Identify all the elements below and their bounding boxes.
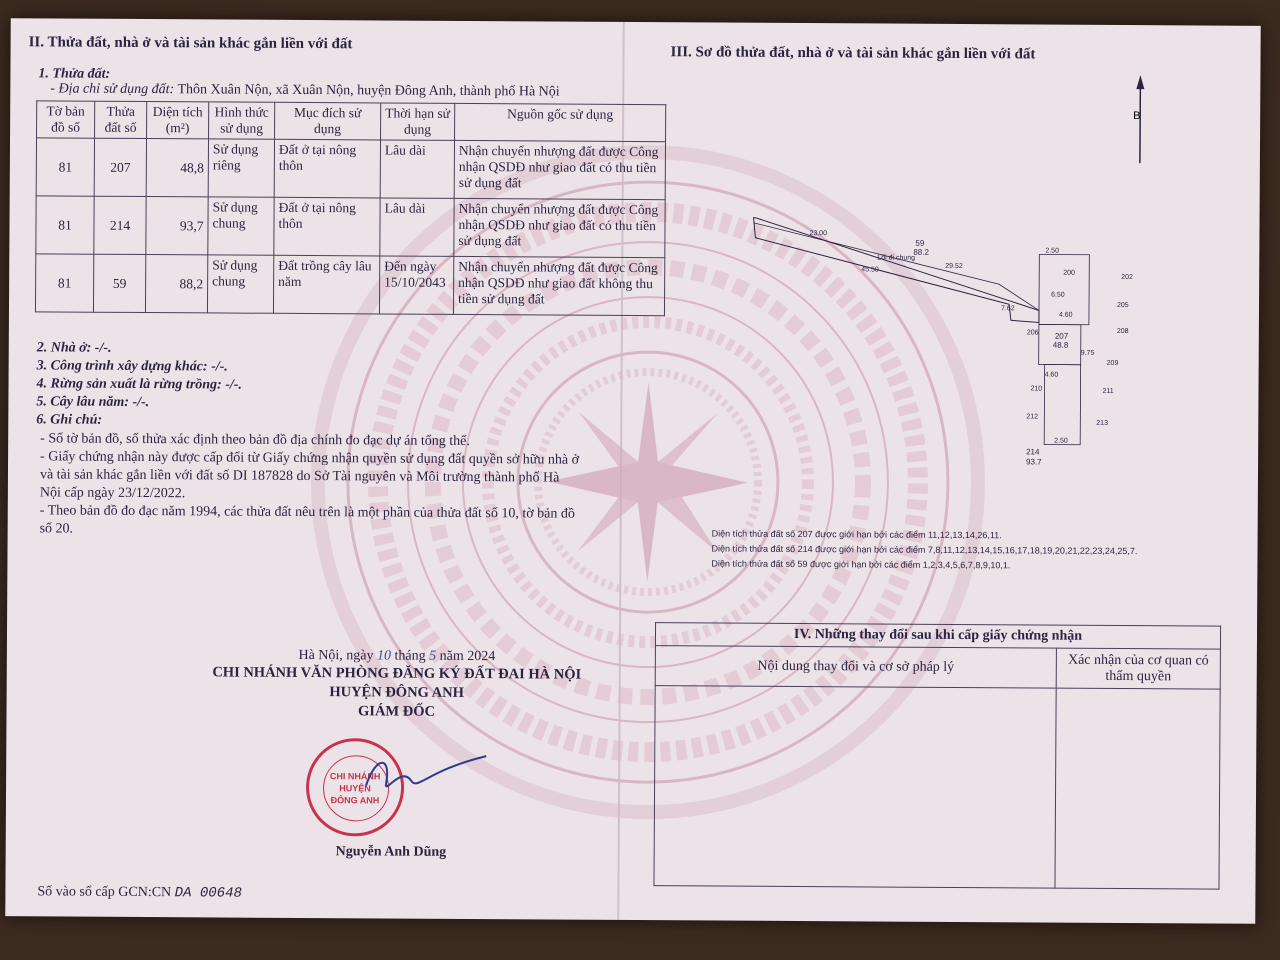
cell-parcel: 214 bbox=[94, 196, 146, 254]
cell-map: 81 bbox=[35, 254, 93, 312]
signer-name: Nguyễn Anh Dũng bbox=[335, 844, 447, 860]
neighbor-lot: 200 bbox=[1063, 269, 1075, 277]
lot-area: 93.7 bbox=[1026, 457, 1042, 467]
address-label: - Địa chỉ sử dụng đất: bbox=[50, 81, 175, 98]
cell-area: 88,2 bbox=[145, 255, 207, 313]
neighbor-lot: 205 bbox=[1116, 301, 1129, 310]
cell-origin: Nhận chuyển nhượng đất được Công nhận QSDĐ như giao đất có thu tiền sử dụng đất bbox=[454, 198, 665, 257]
col-parcel: Thửa đất số bbox=[95, 101, 147, 138]
neighbor-lot: 206 bbox=[1026, 329, 1039, 337]
notes-label: 6. Ghi chú: bbox=[36, 412, 103, 428]
year-label: năm 2024 bbox=[439, 648, 496, 665]
registry-label: Số vào sổ cấp GCN:CN bbox=[37, 884, 172, 901]
dim-label: 4.60 bbox=[1058, 311, 1073, 319]
cell-parcel: 207 bbox=[94, 138, 146, 196]
stamp-line2: HUYỆN bbox=[339, 783, 371, 794]
cell-form: Sử dụng chung bbox=[208, 197, 274, 255]
perennial-line: 5. Cây lâu năm: -/-. bbox=[36, 394, 150, 411]
cell-purpose: Đất ở tại nông thôn bbox=[274, 139, 380, 198]
cell-purpose: Đất trồng cây lâu năm bbox=[273, 255, 379, 314]
org-line1: CHI NHÁNH VĂN PHÒNG ĐĂNG KÝ ĐẤT ĐAI HÀ NỘI bbox=[212, 664, 582, 683]
month-label: tháng bbox=[394, 648, 426, 664]
forest-line: 4. Rừng sản xuất là rừng trồng: -/-. bbox=[36, 376, 243, 393]
cell-form: Sử dụng riêng bbox=[208, 139, 274, 197]
cell-origin: Nhận chuyển nhượng đất được Công nhận QSDĐ như giao đất không thu tiền sử dụng đất bbox=[453, 256, 664, 315]
table-row bbox=[35, 254, 664, 316]
notes-list bbox=[40, 430, 581, 541]
land-table bbox=[35, 100, 666, 316]
neighbor-lot: 208 bbox=[1116, 327, 1129, 336]
area-notes bbox=[711, 526, 1137, 574]
land-table-header bbox=[37, 101, 666, 142]
changes-content-cell bbox=[654, 686, 1056, 888]
col-term: Thời hạn sử dụng bbox=[381, 103, 455, 140]
changes-table bbox=[653, 622, 1221, 889]
dim-label: 29.52 bbox=[945, 262, 963, 271]
cell-term: Đến ngày 15/10/2043 bbox=[379, 256, 453, 314]
neighbor-lot: 209 bbox=[1106, 359, 1119, 367]
org-line2: HUYỆN ĐÔNG ANH bbox=[329, 684, 464, 701]
dim-label: 9.75 bbox=[1080, 349, 1095, 357]
neighbor-lot: 213 bbox=[1096, 419, 1109, 427]
certificate-page bbox=[5, 18, 1260, 924]
parcel-sketch bbox=[708, 72, 1230, 475]
road-label: Lối đi chung bbox=[877, 254, 916, 262]
section3-title: III. Sơ đồ thửa đất, nhà ở và tài sản khác gắn liền với đất bbox=[670, 44, 1036, 63]
note-item: - Theo bản đồ đo đạc năm 1994, các thửa đất nêu trên là một phần của thửa đất số 10, tờ bản đồ số 20. bbox=[39, 503, 575, 537]
changes-col-confirm: Xác nhận của cơ quan có thẩm quyền bbox=[1056, 648, 1220, 689]
col-form: Hình thức sử dụng bbox=[209, 102, 275, 139]
area-note: Diện tích thửa đất số 214 được giới hạn bởi các điểm 7,8,11,12,13,14,15,16,17,18,19,20,21,22,23,24,25,7. bbox=[711, 543, 1138, 557]
cell-form: Sử dụng chung bbox=[207, 255, 273, 313]
lot-id: 207 bbox=[1054, 331, 1069, 341]
registry-number bbox=[37, 884, 242, 901]
land-label: 1. Thửa đất: bbox=[38, 66, 111, 82]
signature-block bbox=[196, 647, 596, 722]
changes-col-content: Nội dung thay đổi và cơ sở pháp lý bbox=[655, 646, 1056, 688]
table-row bbox=[36, 196, 665, 258]
note-item: - Số tờ bản đồ, số thửa xác định theo bản đồ địa chính đo đạc dự án tổng thể. bbox=[40, 431, 470, 450]
area-note: Diện tích thửa đất số 207 được giới hạn bởi các điểm 11,12,13,14,26,11. bbox=[711, 528, 1002, 541]
col-origin: Nguồn gốc sử dụng bbox=[455, 103, 666, 141]
cell-map: 81 bbox=[36, 196, 94, 254]
dim-label: 7.62 bbox=[1000, 305, 1015, 313]
date-day: 10 bbox=[376, 648, 392, 664]
cell-area: 48,8 bbox=[146, 139, 208, 197]
north-arrow bbox=[1133, 75, 1145, 163]
dim-label: 6.50 bbox=[1051, 291, 1065, 299]
cell-origin: Nhận chuyển nhượng đất được Công nhận QSDĐ như giao đất có thu tiền sử dụng đất bbox=[454, 140, 665, 199]
table-row bbox=[36, 138, 665, 200]
house-line: 2. Nhà ở: -/-. bbox=[36, 340, 112, 356]
section4-title: IV. Những thay đổi sau khi cấp giấy chứng nhận bbox=[655, 623, 1220, 649]
cell-area: 93,7 bbox=[146, 197, 208, 255]
neighbor-lot: 210 bbox=[1030, 385, 1043, 393]
role: GIÁM ĐỐC bbox=[358, 703, 436, 720]
section2-title: II. Thửa đất, nhà ở và tài sản khác gắn liền với đất bbox=[28, 34, 353, 53]
lot-area: 88.2 bbox=[913, 247, 929, 257]
dim-label: 4.60 bbox=[1044, 371, 1059, 379]
changes-confirm-cell bbox=[1055, 688, 1220, 889]
date-month: 5 bbox=[429, 648, 437, 664]
lot-area: 48.8 bbox=[1052, 340, 1069, 350]
address-value: Thôn Xuân Nộn, xã Xuân Nộn, huyện Đông Anh, thành phố Hà Nội bbox=[177, 82, 560, 100]
neighbor-lot: 211 bbox=[1102, 387, 1114, 395]
note-item: - Giấy chứng nhận này được cấp đổi từ Giấy chứng nhận quyền sử dụng đất quyền sở hữu nhà ở và tài sản khác gắn liền với đất số DI 187828 do Sở Tài nguyên và Môi trường thành phố Hà Nội cấp ngày 23/12/2022. bbox=[39, 449, 580, 502]
address-row bbox=[50, 81, 559, 100]
lot-id: 59 bbox=[915, 238, 925, 248]
dim-label: 2.50 bbox=[1054, 437, 1068, 445]
date-prefix: Hà Nội, ngày bbox=[298, 647, 374, 664]
cell-term: Lâu dài bbox=[380, 198, 454, 256]
other-works-line: 3. Công trình xây dựng khác: -/-. bbox=[36, 358, 228, 375]
cell-term: Lâu dài bbox=[380, 140, 454, 198]
signature-scribble bbox=[356, 745, 496, 806]
lot-id: 214 bbox=[1026, 447, 1040, 457]
col-purpose: Mục đích sử dụng bbox=[275, 102, 381, 140]
dim-label: 23.00 bbox=[809, 230, 828, 238]
stamp-line3: ĐÔNG ANH bbox=[330, 795, 380, 806]
north-label: B bbox=[1133, 110, 1141, 123]
stamp-line1: CHI NHÁNH bbox=[329, 771, 381, 782]
cell-parcel: 59 bbox=[93, 254, 145, 312]
cell-map: 81 bbox=[36, 138, 94, 196]
dim-label: 45.50 bbox=[861, 266, 879, 274]
neighbor-lot: 212 bbox=[1026, 413, 1039, 421]
cell-purpose: Đất ở tại nông thôn bbox=[274, 197, 380, 256]
col-map: Tờ bản đồ số bbox=[37, 101, 95, 138]
registry-value: DA 00648 bbox=[174, 885, 242, 902]
neighbor-lot: 202 bbox=[1121, 273, 1133, 282]
area-note: Diện tích thửa đất số 59 được giới hạn bởi các điểm 1,2,3,4,5,6,7,8,9,10,1. bbox=[711, 558, 1011, 571]
dim-label: 2.50 bbox=[1045, 247, 1059, 255]
col-area: Diện tích (m²) bbox=[147, 102, 209, 139]
